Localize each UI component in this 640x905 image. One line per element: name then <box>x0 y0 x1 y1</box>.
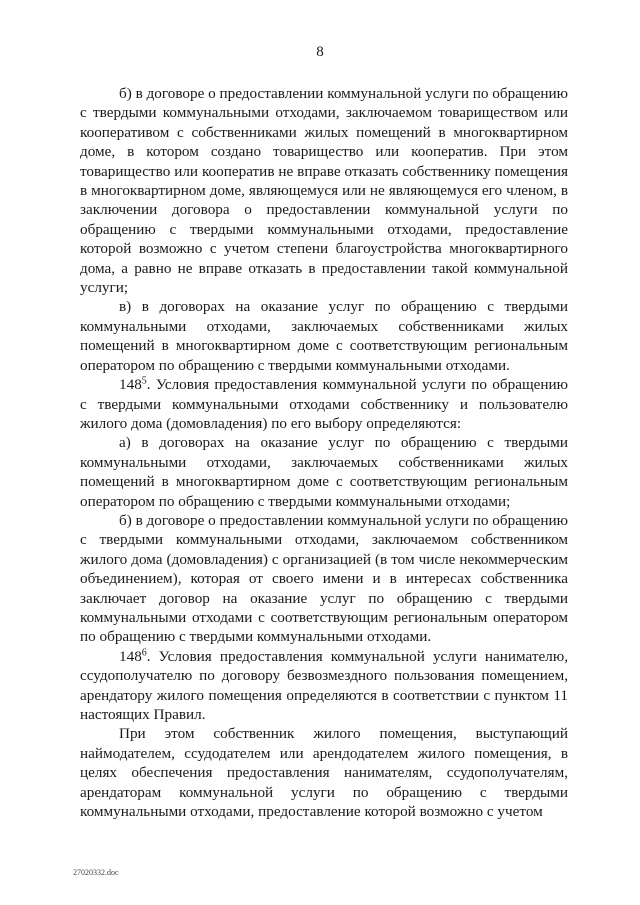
clause-superscript: 5 <box>141 375 147 387</box>
clause-number: 148 <box>119 376 142 394</box>
paragraph-148-6: $148^6$. Условия предоставления коммунальной услуги нанимателю, ссудополучателю по договору безвозмездного пользования помещением, арендатору жилого помещения определяются в соответствии с пунктом 11 настоящих Правил. <box>80 647 568 723</box>
paragraph-v-regional-operator: в) в договорах на оказание услуг по обращению с твердыми коммунальными отходами, заключаемых собственниками жилых помещений в многоквартирном доме с соответствующим региональным оператором по обращению с твердыми коммунальными отходами. <box>80 298 568 374</box>
paragraph-b-house-owner: б) в договоре о предоставлении коммунальной услуги по обращению с твердыми коммунальными отходами, заключаемом собственником жилого дома (домовладения) с организацией (в том числе некоммерческим объединением), которая от своего имени и в интересах собственника заключает договор на оказание услуг по обращению с твердыми коммунальными отходами с соответствующим региональным оператором по обращению с твердыми коммунальными отходами. <box>80 511 568 646</box>
page-number: 8 <box>316 44 324 60</box>
document-body <box>80 84 568 821</box>
paragraph-b-cooperative: б) в договоре о предоставлении коммунальной услуги по обращению с твердыми коммунальными отходами, заключаемом товариществом или кооперативом с собственниками жилых помещений в многоквартирном доме, в котором создано товарищество или кооператив. При этом товарищество или кооператив не вправе отказать собственнику помещения в многоквартирном доме, являющемуся или не являющемуся его членом, в заключении договора о предоставлении коммунальной услуги по обращению с твердыми коммунальными отходами, предоставление которой возможно с учетом степени благоустройства многоквартирного дома, а равно не вправе отказать в предоставлении такой коммунальной услуги; <box>80 85 568 297</box>
clause-number: 148 <box>119 647 142 665</box>
paragraph-landlord: При этом собственник жилого помещения, выступающий наймодателем, ссудодателем или арендодателем жилого помещения, в целях обеспечения предоставления нанимателям, ссудополучателям, арендаторам коммунальной услуги по обращению с твердыми коммунальными отходами, предоставление которой возможно с учетом <box>80 725 568 821</box>
clause-superscript: 6 <box>141 647 147 659</box>
paragraph-148-5: $148^5$. Условия предоставления коммунальной услуги по обращению с твердыми коммунальными отходами собственнику и пользователю жилого дома (домовладения) по его выбору определяются: <box>80 375 568 432</box>
file-code-footer: 27020332.doc <box>73 868 119 877</box>
paragraph-a-contracts: а) в договорах на оказание услуг по обращению с твердыми коммунальными отходами, заключаемых собственниками жилых помещений в многоквартирном доме с соответствующим региональным оператором по обращению с твердыми коммунальными отходами; <box>80 434 568 510</box>
